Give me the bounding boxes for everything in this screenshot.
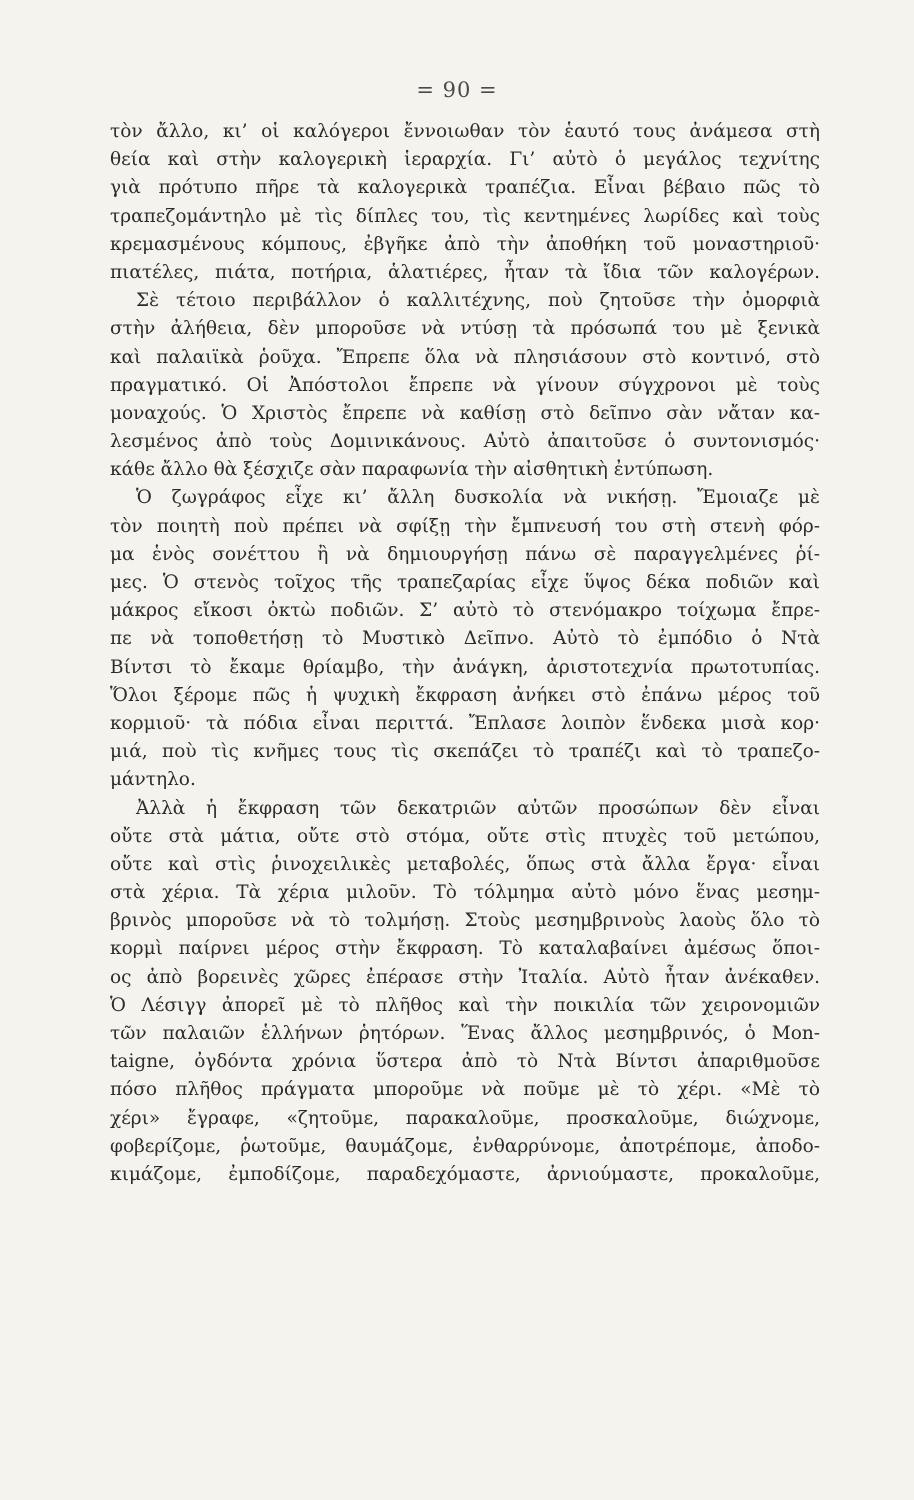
text-line: κάθε ἄλλο θὰ ξέσχιζε σὰν παραφωνία τὴν αἰσθητικὴ ἐντύπωση. (110, 459, 714, 481)
text-line: taigne, ὀγδόντα χρόνια ὕστερα ἀπὸ τὸ Ντὰ Βίντσι ἀπαριθμοῦσε (110, 1051, 820, 1073)
text-line: Ὁ Λέσιγγ ἀπορεῖ μὲ τὸ πλῆθος καὶ τὴν ποικιλία τῶν χειρονομιῶν (110, 994, 820, 1016)
text-line: μάκρος εἴκοσι ὀκτὼ ποδιῶν. Σ’ αὐτὸ τὸ στενόμακρο τοίχωμα ἔπρε- (110, 600, 820, 622)
text-line: κρεμασμένους κόμπους, ἐβγῆκε ἀπὸ τὴν ἀποθήκη τοῦ μοναστηριοῦ· (110, 233, 820, 255)
text-line: θεία καὶ στὴν καλογερικὴ ἱεραρχία. Γι’ αὐτὸ ὁ μεγάλος τεχνίτης (110, 149, 820, 171)
paragraph-start-line: Ὁ ζωγράφος εἶχε κι’ ἄλλη δυσκολία νὰ νικήσῃ. Ἔμοιαζε μὲ (136, 487, 820, 509)
text-line: πραγματικό. Οἱ Ἀπόστολοι ἔπρεπε νὰ γίνουν σύγχρονοι μὲ τοὺς (110, 374, 820, 396)
text-line: βρινὸς μποροῦσε νὰ τὸ τολμήσῃ. Στοὺς μεσημβρινοὺς λαοὺς ὅλο τὸ (110, 910, 820, 932)
page-number: = 90 = (416, 78, 498, 102)
text-line: τὸν ἄλλο, κι’ οἱ καλόγεροι ἔννοιωθαν τὸν ἑαυτό τους ἀνάμεσα στὴ (110, 121, 820, 142)
text-line: τραπεζομάντηλο μὲ τὶς δίπλες του, τὶς κεντημένες λωρίδες καὶ τοὺς (110, 205, 820, 227)
text-line: κιμάζομε, ἐμποδίζομε, παραδεχόμαστε, ἀρνιούμαστε, προκαλοῦμε, (110, 1163, 820, 1185)
text-line: στὴν ἀλήθεια, δὲν μποροῦσε νὰ ντύσῃ τὰ πρόσωπά του μὲ ξενικὰ (110, 318, 820, 340)
body-text (110, 118, 820, 1189)
text-line: γιὰ πρότυπο πῆρε τὰ καλογερικὰ τραπέζια. Εἶναι βέβαιο πῶς τὸ (110, 177, 820, 199)
text-line: πιατέλες, πιάτα, ποτήρια, ἁλατιέρες, ἦταν τὰ ἴδια τῶν καλογέρων. (110, 261, 820, 283)
text-line: οὔτε καὶ στὶς ῥινοχειλικὲς μεταβολές, ὅπως στὰ ἄλλα ἔργα· εἶναι (110, 853, 820, 875)
text-line: Ὅλοι ξέρομε πῶς ἡ ψυχικὴ ἔκφραση ἀνήκει στὸ ἐπάνω μέρος τοῦ (110, 684, 820, 706)
text-line: μιά, ποὺ τὶς κνῆμες τους τὶς σκεπάζει τὸ τραπέζι καὶ τὸ τραπεζο- (110, 741, 820, 763)
paragraph-start-line: Ἀλλὰ ἡ ἔκφραση τῶν δεκατριῶν αὐτῶν προσώπων δὲν εἶναι (136, 797, 820, 819)
text-line: κορμιοῦ· τὰ πόδια εἶναι περιττά. Ἔπλασε λοιπὸν ἕνδεκα μισὰ κορ· (110, 712, 820, 734)
text-line: φοβερίζομε, ῥωτοῦμε, θαυμάζομε, ἐνθαρρύνομε, ἀποτρέπομε, ἀποδο- (110, 1135, 820, 1157)
text-line: χέρι» ἔγραφε, «ζητοῦμε, παρακαλοῦμε, προσκαλοῦμε, διώχνομε, (110, 1107, 820, 1129)
text-line: πε νὰ τοποθετήσῃ τὸ Μυστικὸ Δεῖπνο. Αὐτὸ τὸ ἐμπόδιο ὁ Ντὰ (110, 628, 820, 650)
text-line: πόσο πλῆθος πράγματα μποροῦμε νὰ ποῦμε μὲ τὸ χέρι. «Μὲ τὸ (110, 1079, 820, 1101)
paragraph-start-line: Σὲ τέτοιο περιβάλλον ὁ καλλιτέχνης, ποὺ ζητοῦσε τὴν ὀμορφιὰ (136, 290, 820, 312)
text-line: καὶ παλαιϊκὰ ῥοῦχα. Ἔπρεπε ὅλα νὰ πλησιάσουν στὸ κοντινό, στὸ (110, 346, 820, 368)
text-line: λεσμένος ἀπὸ τοὺς Δομινικάνους. Αὐτὸ ἀπαιτοῦσε ὁ συντονισμός· (110, 431, 820, 453)
text-line: Βίντσι τὸ ἔκαμε θρίαμβο, τὴν ἀνάγκη, ἀριστοτεχνία πρωτοτυπίας. (110, 656, 820, 678)
text-line: ος ἀπὸ βορεινὲς χῶρες ἐπέρασε στὴν Ἰταλία. Αὐτὸ ἦταν ἀνέκαθεν. (110, 966, 820, 988)
text-line: τῶν παλαιῶν ἑλλήνων ῥητόρων. Ἕνας ἄλλος μεσημβρινός, ὁ Mon- (110, 1023, 820, 1044)
text-line: μα ἑνὸς σονέττου ἢ νὰ δημιουργήσῃ πάνω σὲ παραγγελμένες ῥί- (110, 543, 820, 565)
text-line: οὔτε στὰ μάτια, οὔτε στὸ στόμα, οὔτε στὶς πτυχὲς τοῦ μετώπου, (110, 825, 820, 847)
text-line: τὸν ποιητὴ ποὺ πρέπει νὰ σφίξῃ τὴν ἔμπνευσή του στὴ στενὴ φόρ- (110, 515, 820, 537)
text-line: μοναχούς. Ὁ Χριστὸς ἔπρεπε νὰ καθίσῃ στὸ δεῖπνο σὰν νἄταν κα- (110, 402, 820, 424)
text-line: μες. Ὁ στενὸς τοῖχος τῆς τραπεζαρίας εἶχε ὕψος δέκα ποδιῶν καὶ (110, 572, 820, 593)
text-line: μάντηλο. (110, 769, 196, 791)
text-line: στὰ χέρια. Τὰ χέρια μιλοῦν. Τὸ τόλμημα αὐτὸ μόνο ἕνας μεσημ- (110, 882, 820, 904)
text-line: κορμὶ παίρνει μέρος στὴν ἔκφραση. Τὸ καταλαβαίνει ἀμέσως ὅποι- (110, 938, 820, 960)
